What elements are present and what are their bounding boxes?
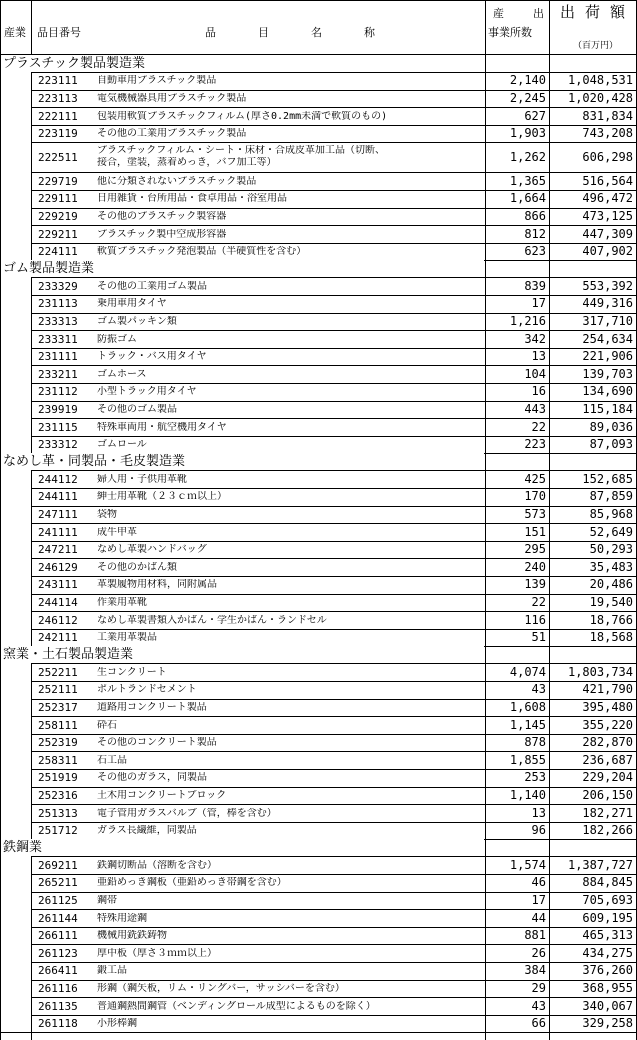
shipment-value: 447,309 [582, 226, 633, 241]
shipment-value: 139,703 [582, 366, 633, 381]
shipment-value: 1,803,734 [567, 664, 633, 679]
row-rule [31, 558, 637, 559]
shipment-value: 465,313 [582, 928, 633, 943]
row-rule [31, 243, 637, 244]
establishments-value: 16 [531, 384, 546, 399]
item-name: 鉄鋼切断品（溶断を含む） [97, 859, 217, 871]
shipment-value: 421,790 [582, 682, 633, 697]
item-name: 厚中板（厚さ３ｍｍ以上） [97, 947, 217, 959]
item-code: 252319 [38, 736, 78, 750]
item-code: 233329 [38, 279, 78, 293]
shipment-value: 553,392 [582, 278, 633, 293]
section-bottom-rule [0, 1032, 637, 1033]
item-code: 239919 [38, 402, 78, 416]
row-rule [31, 962, 637, 963]
item-code: 244111 [38, 490, 78, 504]
shipment-value: 206,150 [582, 787, 633, 802]
establishments-value: 812 [524, 226, 546, 241]
shipment-value: 355,220 [582, 717, 633, 732]
item-name: 形鋼（鋼矢板，リム・リングバー，サッシバーを含む） [97, 982, 345, 994]
est-column-divider [485, 0, 486, 1040]
establishments-value: 43 [531, 998, 546, 1013]
establishments-value: 881 [524, 928, 546, 943]
establishments-value: 43 [531, 682, 546, 697]
left-border [0, 0, 1, 1040]
item-code: 251919 [38, 771, 78, 785]
establishments-value: 13 [531, 805, 546, 820]
shipment-value: 50,293 [589, 542, 633, 557]
establishments-value: 1,664 [509, 191, 546, 206]
header-industry: 産業 [4, 26, 26, 39]
section-title-rule [31, 663, 637, 664]
item-name: トラック・バス用タイヤ [97, 351, 207, 363]
item-code: 252211 [38, 665, 78, 679]
item-code: 269211 [38, 858, 78, 872]
item-name: ガラス長繊維，同製品 [97, 825, 197, 837]
item-name: 自動車用プラスチック製品 [97, 75, 217, 87]
header-name-1: 品 [205, 26, 216, 39]
item-code: 244114 [38, 595, 78, 609]
header-ship-1: 出 [560, 3, 576, 21]
row-rule [31, 523, 637, 524]
item-name: その他の工業用プラスチック製品 [97, 128, 247, 140]
establishments-value: 17 [531, 296, 546, 311]
section-title-rule [31, 72, 637, 73]
establishments-value: 96 [531, 823, 546, 838]
row-rule [31, 90, 637, 91]
item-name: 生コンクリート [97, 666, 167, 678]
row-rule [31, 225, 637, 226]
shipment-value: 18,766 [589, 612, 633, 627]
item-code: 266111 [38, 929, 78, 943]
item-name: その他の工業用ゴム製品 [97, 280, 207, 292]
shipment-value: 705,693 [582, 892, 633, 907]
shipment-value: 18,568 [589, 630, 633, 645]
shipment-value: 317,710 [582, 313, 633, 328]
industry-column-divider [31, 0, 32, 1040]
shipment-value: 831,834 [582, 108, 633, 123]
item-code: 233311 [38, 332, 78, 346]
item-code: 266411 [38, 964, 78, 978]
item-code: 233211 [38, 367, 78, 381]
item-name: 革製履物用材料，同附属品 [97, 579, 217, 591]
item-name: 包装用軟質プラスチックフィルム(厚さ0.2mm未満で軟質のもの) [97, 110, 388, 122]
item-name: 日用雑貨・台所用品・食卓用品・浴室用品 [97, 193, 287, 205]
row-rule [31, 107, 637, 108]
shipment-value: 115,184 [582, 401, 633, 416]
item-name: 特殊用途鋼 [97, 912, 147, 924]
establishments-value: 1,574 [509, 857, 546, 872]
item-code: 261116 [38, 981, 78, 995]
item-code: 244112 [38, 472, 78, 486]
establishments-value: 1,365 [509, 173, 546, 188]
establishments-value: 4,074 [509, 664, 546, 679]
item-name: 石工品 [97, 754, 127, 766]
item-code: 229219 [38, 209, 78, 223]
establishments-value: 1,903 [509, 126, 546, 141]
item-name: 電子管用ガラスバルブ（管，棒を含む） [97, 807, 277, 819]
item-code: 222511 [38, 150, 78, 164]
item-code: 231113 [38, 297, 78, 311]
establishments-value: 866 [524, 208, 546, 223]
item-code: 265211 [38, 876, 78, 890]
item-name: 機械用銑鉄鋳物 [97, 930, 167, 942]
shipment-value: 473,125 [582, 208, 633, 223]
row-rule [31, 541, 637, 542]
item-code: 222111 [38, 109, 78, 123]
section-title-rule [31, 277, 637, 278]
item-name: その他のかばん類 [97, 561, 177, 573]
item-name: ポルトランドセメント [97, 684, 197, 696]
item-code: 223111 [38, 74, 78, 88]
shipment-value: 229,204 [582, 770, 633, 785]
item-name: 小型トラック用タイヤ [97, 386, 197, 398]
row-rule [31, 313, 637, 314]
section-title-band [1, 839, 484, 856]
item-name: 防振ゴム [97, 333, 137, 345]
item-name: 工業用革製品 [97, 632, 157, 644]
item-name: 特殊車両用・航空機用タイヤ [97, 421, 227, 433]
item-code: 223119 [38, 127, 78, 141]
item-name-line2: 接合，塗装，蒸着めっき，バフ加工等） [97, 157, 277, 169]
row-rule [31, 734, 637, 735]
item-code: 243111 [38, 578, 78, 592]
shipment-value: 368,955 [582, 980, 633, 995]
item-code: 261144 [38, 911, 78, 925]
item-name: ゴムロール [97, 439, 147, 451]
row-rule [31, 1015, 637, 1016]
row-rule [31, 751, 637, 752]
shipment-value: 449,316 [582, 296, 633, 311]
establishments-value: 839 [524, 278, 546, 293]
establishments-value: 240 [524, 559, 546, 574]
row-rule [31, 576, 637, 577]
establishments-value: 573 [524, 506, 546, 521]
shipment-value: 282,870 [582, 735, 633, 750]
establishments-value: 116 [524, 612, 546, 627]
item-code: 252317 [38, 700, 78, 714]
shipment-value: 87,093 [589, 437, 633, 452]
item-code: 261135 [38, 999, 78, 1013]
item-code: 231112 [38, 385, 78, 399]
item-code: 223113 [38, 91, 78, 105]
row-rule [31, 681, 637, 682]
shipment-value: 516,564 [582, 173, 633, 188]
item-code: 229111 [38, 192, 78, 206]
establishments-value: 384 [524, 963, 546, 978]
item-name: 袋物 [97, 508, 117, 520]
item-name: その他のガラス，同製品 [97, 772, 207, 784]
item-name: ゴム製パッキン類 [97, 315, 177, 327]
establishments-value: 22 [531, 419, 546, 434]
item-code: 241111 [38, 525, 78, 539]
item-code: 231111 [38, 350, 78, 364]
row-rule [31, 892, 637, 893]
item-code: 258311 [38, 753, 78, 767]
establishments-value: 878 [524, 735, 546, 750]
shipment-value: 340,067 [582, 998, 633, 1013]
row-rule [31, 418, 637, 419]
item-name: 婦人用・子供用革靴 [97, 473, 187, 485]
item-name: ゴムホース [97, 368, 147, 380]
establishments-value: 17 [531, 892, 546, 907]
row-rule [31, 365, 637, 366]
shipment-value: 395,480 [582, 699, 633, 714]
row-rule [31, 208, 637, 209]
item-code: 242111 [38, 631, 78, 645]
shipment-value: 19,540 [589, 594, 633, 609]
ship-column-divider [549, 0, 550, 1040]
item-name: なめし革製書類入かばん・学生かばん・ランドセル [97, 614, 327, 626]
item-name: 小形棒鋼 [97, 1018, 137, 1030]
establishments-value: 1,855 [509, 752, 546, 767]
section-title-rule [31, 856, 637, 857]
row-rule [31, 142, 637, 143]
header-ship-3: 額 [610, 3, 626, 21]
item-code: 233313 [38, 314, 78, 328]
item-name: 道路用コンクリート製品 [97, 701, 207, 713]
row-rule [31, 383, 637, 384]
header-unit: （百万円） [573, 41, 619, 51]
row-rule [31, 436, 637, 437]
section-title: プラスチック製品製造業 [3, 56, 149, 71]
item-name: なめし革製ハンドバッグ [97, 544, 207, 556]
establishments-value: 26 [531, 945, 546, 960]
establishments-value: 223 [524, 437, 546, 452]
establishments-value: 51 [531, 630, 546, 645]
header-est-bottom: 事業所数 [488, 26, 532, 39]
item-code: 252111 [38, 683, 78, 697]
section-title: 鉄鋼業 [3, 840, 46, 855]
row-rule [31, 997, 637, 998]
establishments-value: 29 [531, 980, 546, 995]
shipment-value: 52,649 [589, 524, 633, 539]
top-border [0, 0, 637, 1]
establishments-value: 170 [524, 489, 546, 504]
row-rule [31, 190, 637, 191]
row-rule [31, 330, 637, 331]
establishments-value: 13 [531, 349, 546, 364]
establishments-value: 151 [524, 524, 546, 539]
shipment-value: 87,859 [589, 489, 633, 504]
section-title: ゴム製品製造業 [3, 261, 98, 276]
item-name: 作業用革靴 [97, 596, 147, 608]
item-code: 251712 [38, 824, 78, 838]
establishments-value: 104 [524, 366, 546, 381]
shipment-value: 221,906 [582, 349, 633, 364]
row-rule [31, 927, 637, 928]
row-rule [31, 629, 637, 630]
establishments-value: 253 [524, 770, 546, 785]
row-rule [31, 295, 637, 296]
row-rule [31, 909, 637, 910]
item-name: 他に分類されないプラスチック製品 [97, 175, 257, 187]
header-code: 品目番号 [37, 26, 81, 39]
item-name: 成牛甲革 [97, 526, 137, 538]
item-name: 鍛工品 [97, 965, 127, 977]
shipment-value: 1,048,531 [567, 73, 633, 88]
row-rule [31, 172, 637, 173]
establishments-value: 1,145 [509, 717, 546, 732]
shipment-value: 134,690 [582, 384, 633, 399]
item-name: 普通鋼熱間鋼管（ベンディングロール成型によるものを除く） [97, 1000, 376, 1012]
establishments-value: 295 [524, 542, 546, 557]
establishments-value: 342 [524, 331, 546, 346]
shipment-value: 236,687 [582, 752, 633, 767]
establishments-value: 1,262 [509, 149, 546, 164]
establishments-value: 623 [524, 244, 546, 259]
header-name-4: 称 [364, 26, 375, 39]
shipment-value: 606,298 [582, 149, 633, 164]
establishments-value: 46 [531, 875, 546, 890]
establishments-value: 1,140 [509, 787, 546, 802]
establishments-value: 22 [531, 594, 546, 609]
item-code: 261118 [38, 1017, 78, 1031]
item-name: その他のプラスチック製容器 [97, 210, 227, 222]
shipment-value: 89,036 [589, 419, 633, 434]
section-title: 窯業・土石製品製造業 [3, 647, 137, 662]
item-code: 229719 [38, 174, 78, 188]
item-name: 鋼帯 [97, 894, 117, 906]
item-code: 233312 [38, 438, 78, 452]
item-code: 231115 [38, 420, 78, 434]
establishments-value: 443 [524, 401, 546, 416]
shipment-value: 434,275 [582, 945, 633, 960]
item-code: 258111 [38, 718, 78, 732]
shipment-value: 254,634 [582, 331, 633, 346]
establishments-value: 1,216 [509, 313, 546, 328]
item-code: 229211 [38, 227, 78, 241]
shipment-value: 329,258 [582, 1016, 633, 1031]
section-title-rule [31, 470, 637, 471]
row-rule [31, 594, 637, 595]
row-rule [31, 348, 637, 349]
item-code: 246112 [38, 613, 78, 627]
row-rule [31, 401, 637, 402]
item-name: その他のゴム製品 [97, 403, 177, 415]
shipment-value: 1,387,727 [567, 857, 633, 872]
shipment-value: 609,195 [582, 910, 633, 925]
shipment-value: 182,271 [582, 805, 633, 820]
shipment-value: 376,260 [582, 963, 633, 978]
row-rule [31, 699, 637, 700]
row-rule [31, 787, 637, 788]
shipment-value: 743,208 [582, 126, 633, 141]
item-name: その他のコンクリート製品 [97, 737, 217, 749]
item-code: 261123 [38, 946, 78, 960]
item-name: 乗用車用タイヤ [97, 298, 167, 310]
header-est-top-2: 出 [533, 7, 544, 20]
item-name: 電気機械器具用プラスチック製品 [97, 92, 247, 104]
shipment-value: 20,486 [589, 577, 633, 592]
establishments-value: 2,140 [509, 73, 546, 88]
header-ship-2: 荷 [585, 3, 601, 21]
header-name-2: 目 [258, 26, 269, 39]
header-name-3: 名 [311, 26, 322, 39]
item-name: 土木用コンクリートブロック [97, 789, 227, 801]
section-title: なめし革・同製品・毛皮製造業 [3, 454, 189, 469]
row-rule [31, 488, 637, 489]
establishments-value: 2,245 [509, 90, 546, 105]
row-rule [31, 874, 637, 875]
establishments-value: 425 [524, 471, 546, 486]
shipment-value: 884,845 [582, 875, 633, 890]
item-code: 261125 [38, 893, 78, 907]
shipment-value: 496,472 [582, 191, 633, 206]
header-est-top-1: 産 [493, 7, 504, 20]
shipment-value: 85,968 [589, 506, 633, 521]
row-rule [31, 804, 637, 805]
row-rule [31, 769, 637, 770]
item-code: 247111 [38, 507, 78, 521]
shipment-value: 1,020,428 [567, 90, 633, 105]
establishments-value: 627 [524, 108, 546, 123]
item-name: プラスチック製中空成形容器 [97, 228, 227, 240]
establishments-value: 44 [531, 910, 546, 925]
item-name: 軟質プラスチック発泡製品（半硬質性を含む） [97, 246, 307, 258]
row-rule [31, 716, 637, 717]
shipment-value: 182,266 [582, 823, 633, 838]
shipment-value: 152,685 [582, 471, 633, 486]
row-rule [31, 944, 637, 945]
row-rule [31, 980, 637, 981]
item-name: 亜鉛めっき鋼板（亜鉛めっき帯鋼を含む） [97, 877, 287, 889]
item-name: プラスチックフィルム・シート・床材・合成皮革加工品（切断、 [97, 145, 385, 157]
item-name: 砕石 [97, 719, 117, 731]
item-code: 251313 [38, 806, 78, 820]
shipment-value: 35,483 [589, 559, 633, 574]
row-rule [31, 611, 637, 612]
item-code: 252316 [38, 788, 78, 802]
item-code: 247211 [38, 543, 78, 557]
row-rule [31, 506, 637, 507]
shipment-value: 407,902 [582, 244, 633, 259]
row-rule [31, 125, 637, 126]
establishments-value: 66 [531, 1016, 546, 1031]
row-rule [31, 822, 637, 823]
establishments-value: 1,608 [509, 699, 546, 714]
item-code: 246129 [38, 560, 78, 574]
establishments-value: 139 [524, 577, 546, 592]
item-code: 224111 [38, 245, 78, 259]
item-name: 紳士用革靴（２３ｃｍ以上） [97, 491, 227, 503]
